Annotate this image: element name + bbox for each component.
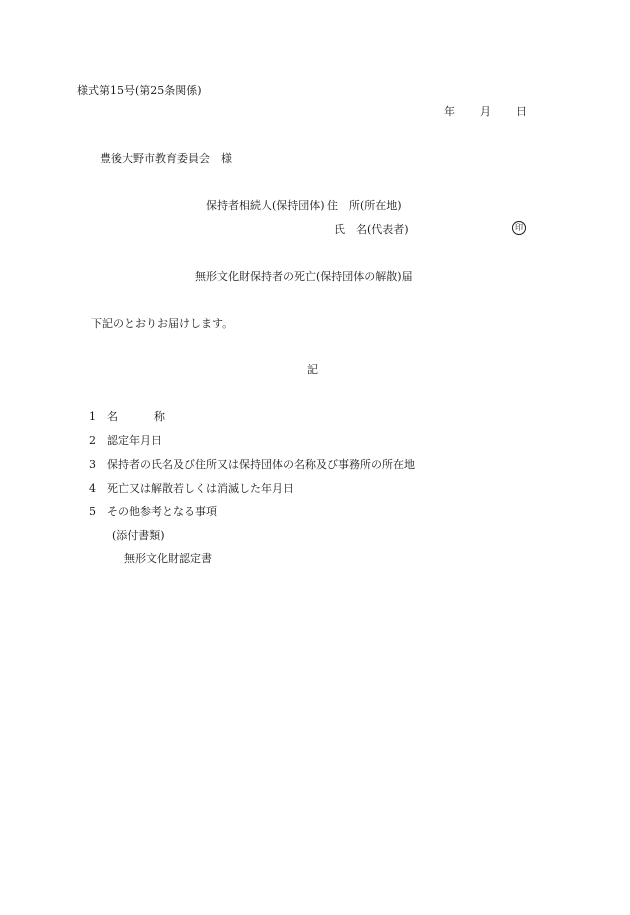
item-number: 3 <box>89 458 96 471</box>
name-label: 氏 名(代表者) <box>334 223 409 236</box>
item-label: 認定年月日 <box>107 434 162 447</box>
item-label-part: 名 <box>107 410 118 423</box>
item-number: 5 <box>89 505 96 518</box>
item-label: その他参考となる事項 <box>107 505 217 518</box>
addressee: 豊後大野市教育委員会 様 <box>100 152 232 165</box>
attachment-item: 無形文化財認定書 <box>124 552 212 565</box>
ki-heading: 記 <box>307 363 318 376</box>
date-month-label: 月 <box>480 105 491 118</box>
seal-mark: 印 <box>512 221 526 235</box>
item-label: 死亡又は解散若しくは消滅した年月日 <box>107 482 294 495</box>
item-label-part: 称 <box>154 410 165 423</box>
date-year-label: 年 <box>444 105 455 118</box>
item-number: 2 <box>89 434 96 447</box>
document-title: 無形文化財保持者の死亡(保持団体の解散)届 <box>195 270 413 283</box>
item-number: 1 <box>89 410 96 423</box>
applicant-label: 保持者相続人(保持団体) <box>206 199 325 212</box>
item-label: 保持者の氏名及び住所又は保持団体の名称及び事務所の所在地 <box>107 458 415 471</box>
attachments-label: (添付書類) <box>112 529 165 542</box>
form-number: 様式第15号(第25条関係) <box>77 84 202 97</box>
address-label: 住 所(所在地) <box>327 199 402 212</box>
date-day-label: 日 <box>516 105 527 118</box>
intro-text: 下記のとおりお届けします。 <box>91 317 234 330</box>
item-number: 4 <box>89 482 96 495</box>
